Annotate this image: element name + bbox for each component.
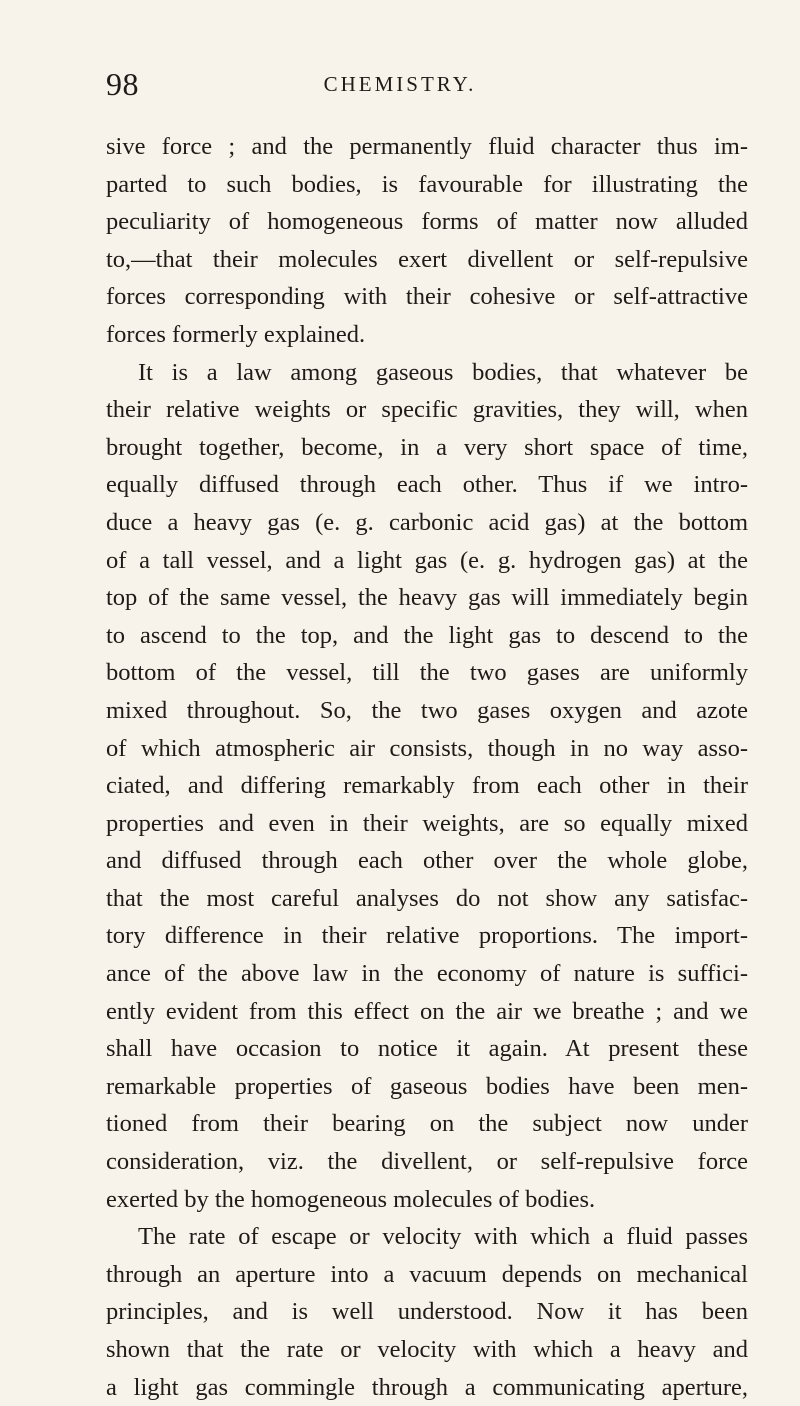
text-line: to,—that their molecules exert divellent or self-repulsive	[106, 245, 748, 273]
text-line: shall have occasion to notice it again. At present these	[106, 1035, 748, 1063]
text-line: ciated, and differing remarkably from each other in their	[106, 772, 748, 800]
text-line: duce a heavy gas (e. g. carbonic acid gas) at the bottom	[106, 508, 748, 536]
text-line: ance of the above law in the economy of nature is suffici-	[106, 960, 748, 988]
text-line: forces corresponding with their cohesive or self-attractive	[106, 283, 748, 311]
text-line: tory difference in their relative proportions. The import-	[106, 922, 748, 950]
text-line: peculiarity of homogeneous forms of matter now alluded	[106, 208, 748, 236]
text-line: of which atmospheric air consists, though in no way asso-	[106, 734, 748, 762]
text-line: a light gas commingle through a communicating aperture,	[106, 1373, 748, 1401]
text-line: properties and even in their weights, are so equally mixed	[106, 809, 748, 837]
text-line: consideration, viz. the divellent, or self-repulsive force	[106, 1148, 748, 1176]
text-line: principles, and is well understood. Now it has been	[106, 1298, 748, 1326]
page-number: 98	[106, 66, 139, 102]
text-line: of a tall vessel, and a light gas (e. g. hydrogen gas) at the	[106, 546, 748, 574]
text-line: forces formerly explained.	[106, 320, 366, 348]
text-line: and diffused through each other over the whole globe,	[106, 847, 748, 875]
text-line: ently evident from this effect on the air we breathe ; and we	[106, 997, 748, 1025]
text-line: their relative weights or specific gravities, they will, when	[106, 396, 748, 424]
text-line: that the most careful analyses do not show any satisfac-	[106, 884, 748, 912]
text-line: through an aperture into a vacuum depends on mechanical	[106, 1260, 748, 1288]
text-line: to ascend to the top, and the light gas to descend to the	[106, 621, 748, 649]
text-line: top of the same vessel, the heavy gas will immediately begin	[106, 584, 748, 612]
text-line: brought together, become, in a very short space of time,	[106, 433, 748, 461]
body-text	[106, 128, 748, 1406]
text-line: equally diffused through each other. Thus if we intro-	[106, 471, 748, 499]
text-line: parted to such bodies, is favourable for illustrating the	[106, 170, 748, 198]
text-line: sive force ; and the permanently fluid character thus im-	[106, 133, 748, 160]
text-line: mixed throughout. So, the two gases oxygen and azote	[106, 696, 748, 724]
text-line: remarkable properties of gaseous bodies have been men-	[106, 1072, 748, 1100]
text-line: exerted by the homogeneous molecules of bodies.	[106, 1185, 596, 1213]
running-title: CHEMISTRY.	[323, 72, 477, 96]
text-line: tioned from their bearing on the subject now under	[106, 1110, 748, 1138]
text-line: shown that the rate or velocity with which a heavy and	[106, 1336, 748, 1363]
paragraph-start-line: It is a law among gaseous bodies, that whatever be	[138, 358, 748, 386]
page-header	[0, 66, 800, 106]
text-line: bottom of the vessel, till the two gases are uniformly	[106, 659, 748, 687]
paragraph-start-line: The rate of escape or velocity with which a fluid passes	[138, 1223, 748, 1251]
